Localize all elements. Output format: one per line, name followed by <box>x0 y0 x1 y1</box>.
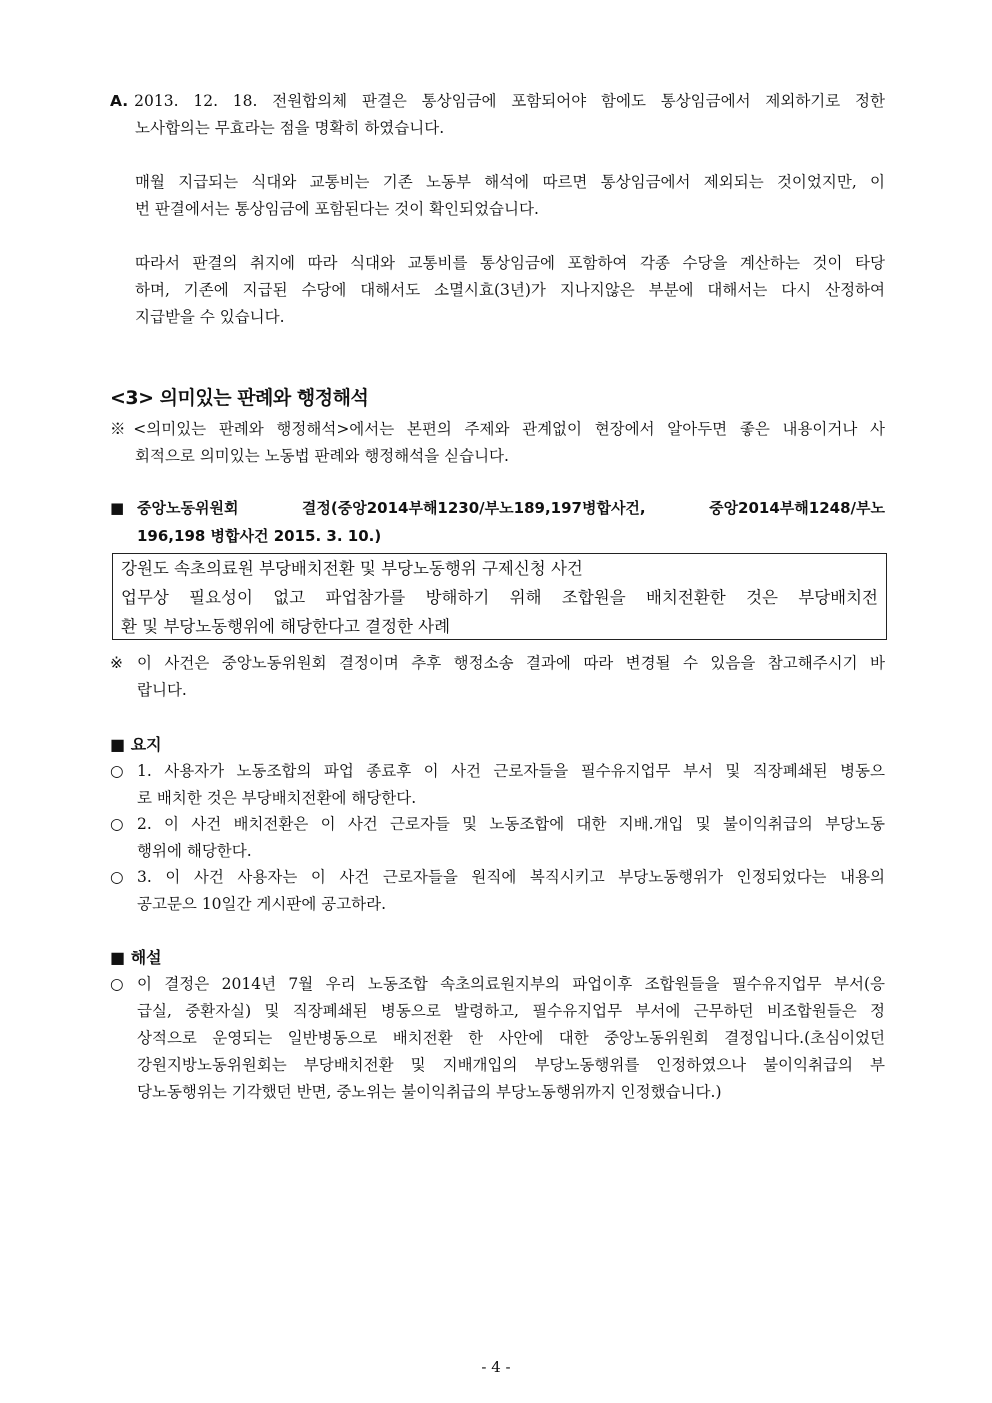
summary-item-1-line-1: 1. 사용자가 노동조합의 파업 종료후 이 사건 근로자들을 필수유지업무 부서 및 직장폐쇄된 병동으 <box>137 762 885 780</box>
answer-line-1: 2013. 12. 18. 전원합의체 판결은 통상임금에 포함되어야 함에도 통상임금에서 제외하기로 정한 <box>134 92 885 110</box>
case-note-line-2: 랍니다. <box>137 681 187 699</box>
page-number: - 4 - <box>481 1358 511 1376</box>
case-box-line-1: 업무상 필요성이 없고 파업참가를 방해하기 위해 조합원을 배치전환한 것은 부당배치전 <box>121 588 878 607</box>
circle-bullet-icon: ○ <box>110 762 124 780</box>
answer-para3-line-3: 지급받을 수 있습니다. <box>135 308 285 326</box>
case-note <box>110 650 885 704</box>
reference-mark-icon: ※ <box>110 654 123 672</box>
answer-line-2: 노사합의는 무효라는 점을 명확히 하였습니다. <box>135 119 445 137</box>
section-intro-line-2: 회적으로 의미있는 노동법 판례와 행정해석을 싣습니다. <box>135 447 509 465</box>
summary-heading: ■ 요지 <box>110 735 162 754</box>
section-title: <3> 의미있는 판례와 행정해석 <box>110 387 369 409</box>
summary-item-1 <box>110 758 885 812</box>
answer-para2-line-2: 번 판결에서는 통상임금에 포함된다는 것이 확인되었습니다. <box>135 200 539 218</box>
commentary-line-3: 상적으로 운영되는 일반병동으로 배치전환 한 사안에 대한 중앙노동위원회 결정입니다.(초심이었던 <box>137 1029 885 1047</box>
summary-item-1-line-2: 로 배치한 것은 부당배치전환에 해당한다. <box>137 789 417 807</box>
commentary-line-5: 당노동행위는 기각했던 반면, 중노위는 불이익취급의 부당노동행위까지 인정했습니다.) <box>137 1083 722 1101</box>
case-title-line-1: 중앙노동위원회 결정(중앙2014부해1230/부노189,197병합사건, 중앙2014부해1248/부노 <box>137 499 885 517</box>
answer-label: A. <box>110 92 129 110</box>
case-heading <box>110 494 885 550</box>
case-box-line-2: 환 및 부당노동행위에 해당한다고 결정한 사례 <box>121 617 451 636</box>
answer-paragraph-1 <box>110 88 885 115</box>
commentary-line-4: 강원지방노동위원회는 부당배치전환 및 지배개입의 부당노동행위를 인정하였으나 불이익취급의 부 <box>137 1056 885 1074</box>
answer-para2-line-1: 매월 지급되는 식대와 교통비는 기존 노동부 해석에 따르면 통상임금에서 제외되는 것이었지만, 이 <box>135 173 885 191</box>
commentary-line-1: 이 결정은 2014년 7월 우리 노동조합 속초의료원지부의 파업이후 조합원들을 필수유지업무 부서(응 <box>137 975 885 993</box>
commentary-heading: ■ 해설 <box>110 948 162 967</box>
summary-item-3 <box>110 864 885 918</box>
summary-item-3-line-2: 공고문으 10일간 게시판에 공고하라. <box>137 895 387 913</box>
square-bullet-icon: ■ <box>110 499 125 517</box>
commentary-paragraph <box>110 971 885 1106</box>
summary-item-2 <box>110 811 885 865</box>
case-title-line-2: 196,198 병합사건 2015. 3. 10.) <box>137 527 382 545</box>
circle-bullet-icon: ○ <box>110 868 124 886</box>
answer-para3-line-1: 따라서 판결의 취지에 따라 식대와 교통비를 통상임금에 포함하여 각종 수당을 계산하는 것이 타당 <box>135 254 885 272</box>
answer-para3-line-2: 하며, 기존에 지급된 수당에 대해서도 소멸시효(3년)가 지나지않은 부분에 대해서는 다시 산정하여 <box>135 281 885 299</box>
case-summary-box <box>112 553 887 640</box>
circle-bullet-icon: ○ <box>110 815 124 833</box>
summary-item-2-line-2: 행위에 해당한다. <box>137 842 252 860</box>
case-box-title: 강원도 속초의료원 부당배치전환 및 부당노동행위 구제신청 사건 <box>121 559 583 578</box>
summary-item-2-line-1: 2. 이 사건 배치전환은 이 사건 근로자들 및 노동조합에 대한 지배.개입 및 불이익취급의 부당노동 <box>137 815 885 833</box>
case-note-line-1: 이 사건은 중앙노동위원회 결정이며 추후 행정소송 결과에 따라 변경될 수 있음을 참고해주시기 바 <box>137 654 885 672</box>
summary-item-3-line-1: 3. 이 사건 사용자는 이 사건 근로자들을 원직에 복직시키고 부당노동행위가 인정되었다는 내용의 <box>137 868 885 886</box>
commentary-line-2: 급실, 중환자실) 및 직장폐쇄된 병동으로 발령하고, 필수유지업무 부서에 근무하던 비조합원들은 정 <box>137 1002 885 1020</box>
section-intro-line-1: ※<의미있는 판례와 행정해석>에서는 본편의 주제와 관계없이 현장에서 알아두면 좋은 내용이거나 사 <box>110 420 885 438</box>
circle-bullet-icon: ○ <box>110 975 124 993</box>
